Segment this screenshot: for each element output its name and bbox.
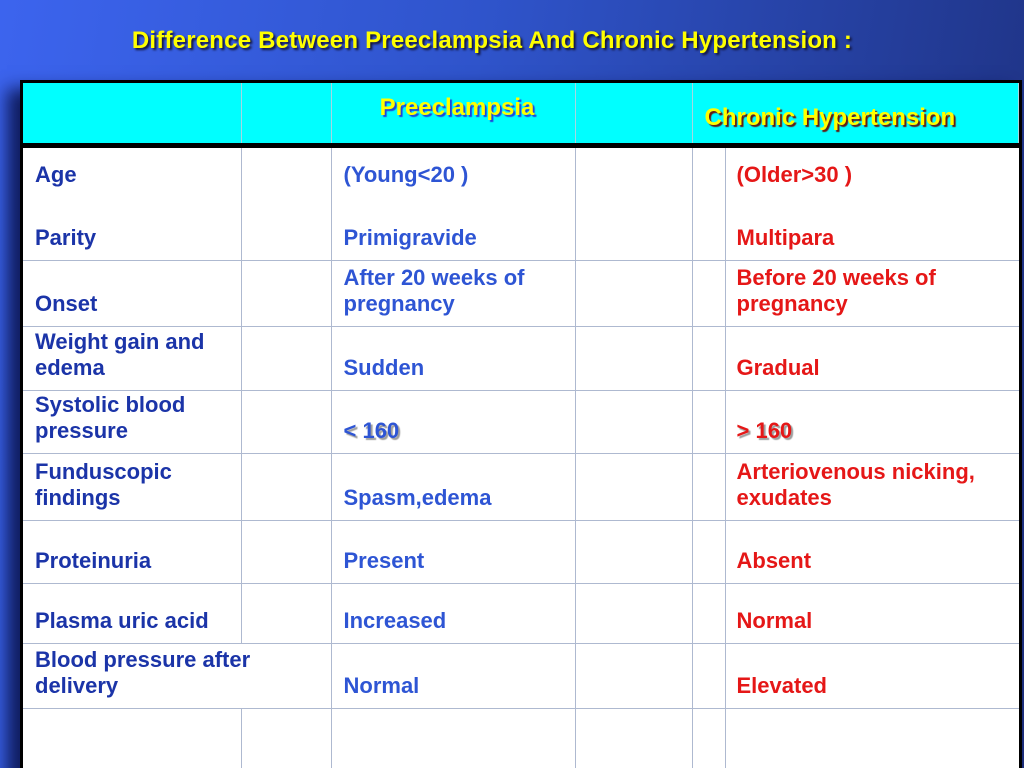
comparison-table <box>20 80 1022 768</box>
row-label-parity: Parity <box>35 224 97 250</box>
header-empty-cell <box>23 83 241 145</box>
empty-cell <box>331 708 575 768</box>
row-label: Funduscopic findings <box>23 453 241 520</box>
empty-cell <box>241 708 331 768</box>
spacer-cell <box>241 583 331 643</box>
spacer-cell <box>241 326 331 390</box>
header-spacer-cell <box>241 83 331 145</box>
spacer-cell <box>575 520 692 583</box>
spacer-cell <box>575 643 692 708</box>
spacer-cell <box>575 326 692 390</box>
spacer-cell <box>575 145 692 260</box>
empty-cell <box>725 708 1019 768</box>
row-label: Blood pressure after delivery <box>23 643 331 708</box>
preeclampsia-value: Present <box>331 520 575 583</box>
row-label: Onset <box>23 260 241 326</box>
spacer-cell <box>692 145 725 260</box>
row-label: Plasma uric acid <box>23 583 241 643</box>
preeclampsia-value: Normal <box>331 643 575 708</box>
slide-title: Difference Between Preeclampsia And Chronic Hypertension : <box>131 27 853 54</box>
table-row-empty <box>23 708 1019 768</box>
empty-cell <box>575 708 692 768</box>
spacer-cell <box>575 453 692 520</box>
table-row-age-parity <box>23 145 1019 260</box>
chronic-value <box>725 145 1019 260</box>
preeclampsia-value <box>331 145 575 260</box>
spacer-cell <box>575 583 692 643</box>
table-row-bp-after-delivery <box>23 643 1019 708</box>
spacer-cell <box>692 520 725 583</box>
preeclampsia-value: Spasm,edema <box>331 453 575 520</box>
preeclampsia-value: Sudden <box>331 326 575 390</box>
chronic-value: > 160 <box>725 390 1019 453</box>
chronic-value: Elevated <box>725 643 1019 708</box>
spacer-cell <box>692 326 725 390</box>
spacer-cell <box>241 145 331 260</box>
spacer-cell <box>692 583 725 643</box>
spacer-cell <box>241 520 331 583</box>
row-label <box>23 145 241 260</box>
preeclampsia-value: < 160 <box>331 390 575 453</box>
preeclampsia-parity-value: Primigravide <box>343 224 477 250</box>
row-label-age: Age <box>35 161 77 187</box>
spacer-cell <box>241 453 331 520</box>
header-spacer-cell <box>575 83 692 145</box>
row-label: Weight gain and edema <box>23 326 241 390</box>
chronic-value: Arteriovenous nicking, exudates <box>725 453 1019 520</box>
spacer-cell <box>241 390 331 453</box>
table-row-onset <box>23 260 1019 326</box>
table-row-weight-gain <box>23 326 1019 390</box>
spacer-cell <box>692 260 725 326</box>
column-header-preeclampsia: Preeclampsia <box>331 83 575 145</box>
chronic-value: Absent <box>725 520 1019 583</box>
preeclampsia-value: Increased <box>331 583 575 643</box>
chronic-parity-value: Multipara <box>736 224 835 250</box>
spacer-cell <box>241 260 331 326</box>
spacer-cell <box>692 453 725 520</box>
chronic-age-value: (Older>30 ) <box>736 161 853 187</box>
chronic-value: Gradual <box>725 326 1019 390</box>
chronic-value: Normal <box>725 583 1019 643</box>
preeclampsia-value: After 20 weeks of pregnancy <box>331 260 575 326</box>
table-row-plasma-uric-acid <box>23 583 1019 643</box>
row-label: Systolic blood pressure <box>23 390 241 453</box>
preeclampsia-age-value: (Young<20 ) <box>343 161 469 187</box>
chronic-value: Before 20 weeks of pregnancy <box>725 260 1019 326</box>
empty-cell <box>692 708 725 768</box>
table-row-funduscopic <box>23 453 1019 520</box>
spacer-cell <box>692 643 725 708</box>
row-label: Proteinuria <box>23 520 241 583</box>
empty-cell <box>23 708 241 768</box>
table-row-proteinuria <box>23 520 1019 583</box>
column-header-chronic-hypertension: Chronic Hypertension <box>692 83 1019 145</box>
spacer-cell <box>692 390 725 453</box>
spacer-cell <box>575 390 692 453</box>
table-row-systolic-bp <box>23 390 1019 453</box>
table-header-row <box>23 83 1019 145</box>
spacer-cell <box>575 260 692 326</box>
